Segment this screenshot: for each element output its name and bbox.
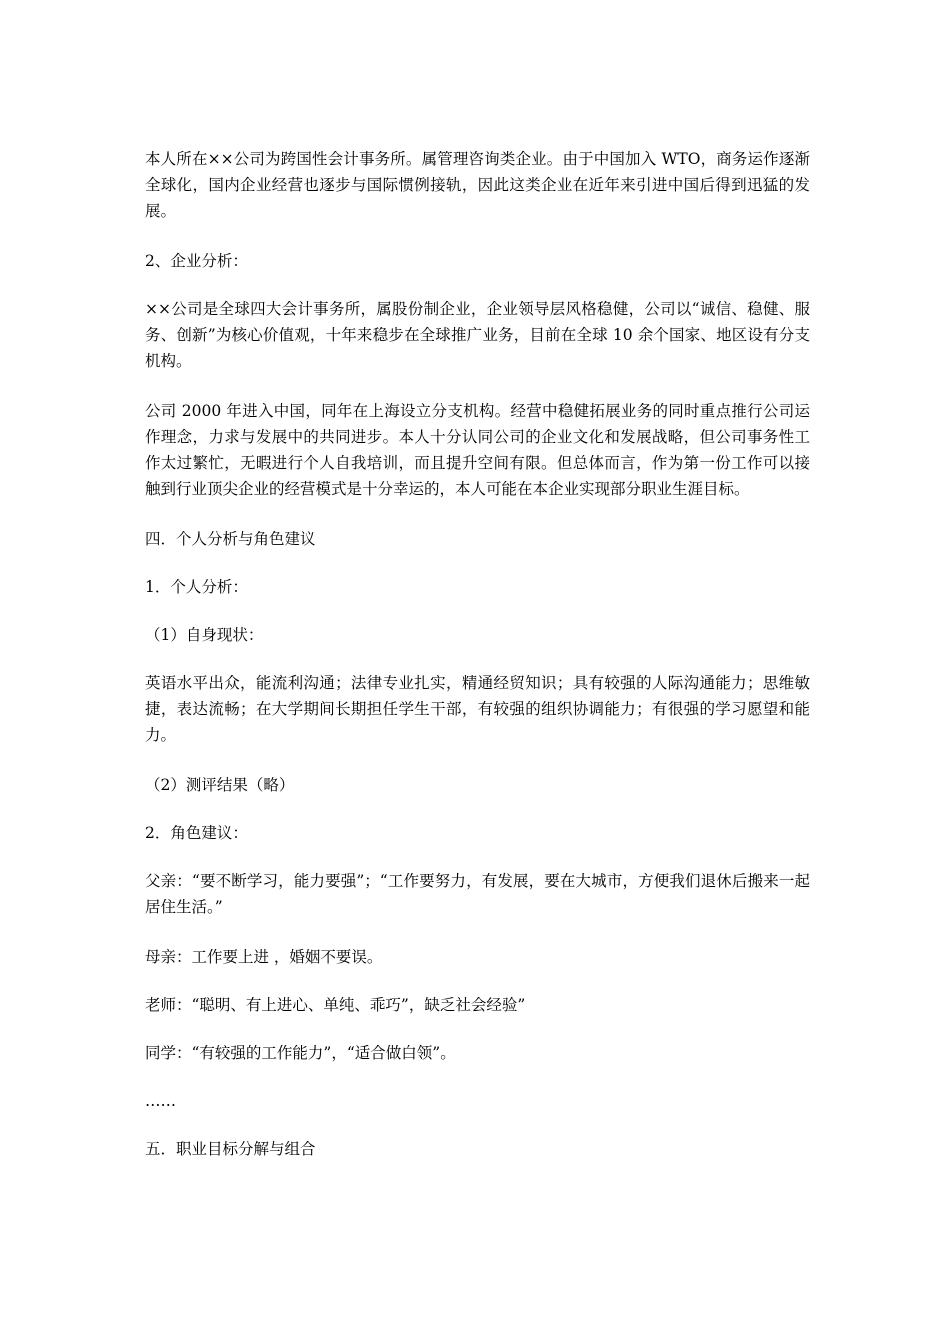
paragraph-company-intro: 本人所在××公司为跨国性会计事务所。属管理咨询类企业。由于中国加入 WTO，商务运作逐渐全球化，国内企业经营也逐步与国际惯例接轨，因此这类企业在近年来引进中国后得到迅猛的发展。	[145, 150, 810, 220]
paragraph-classmates: 同学：“有较强的工作能力”，“适合做白领”。	[145, 1044, 456, 1062]
paragraph-ellipsis: ……	[145, 1092, 176, 1110]
heading-role-suggestions: 2．角色建议：	[145, 824, 248, 842]
heading-section-four: 四．个人分析与角色建议	[145, 530, 316, 548]
paragraph-teacher: 老师：“聪明、有上进心、单纯、乖巧”，缺乏社会经验”	[145, 996, 526, 1014]
paragraph-father: 父亲：“要不断学习，能力要强”；“工作要努力，有发展，要在大城市，方便我们退休后搬来一起居住生活。”	[145, 872, 810, 916]
heading-section-five: 五．职业目标分解与组合	[145, 1140, 316, 1158]
heading-enterprise-analysis: 2、企业分析：	[145, 252, 248, 270]
document-body	[145, 146, 810, 1184]
paragraph-self-description: 英语水平出众，能流利沟通；法律专业扎实，精通经贸知识；具有较强的人际沟通能力；思维敏捷，表达流畅；在大学期间长期担任学生干部，有较强的组织协调能力；有很强的学习愿望和能力。	[145, 674, 810, 744]
heading-personal-analysis: 1．个人分析：	[145, 578, 248, 596]
paragraph-mother: 母亲：工作要上进 ，婚姻不要误。	[145, 948, 383, 966]
heading-current-status: （1）自身现状：	[145, 626, 264, 644]
paragraph-company-profile: ××公司是全球四大会计事务所，属股份制企业，企业领导层风格稳健，公司以“诚信、稳健、服务、创新”为核心价值观，十年来稳步在全球推广业务，目前在全球 10 余个国家、地区设有分支机构。	[145, 300, 810, 370]
paragraph-company-china: 公司 2000 年进入中国，同年在上海设立分支机构。经营中稳健拓展业务的同时重点推行公司运作理念，力求与发展中的共同进步。本人十分认同公司的企业文化和发展战略，但公司事务性工作太过繁忙，无暇进行个人自我培训，而且提升空间有限。但总体而言，作为第一份工作可以接触到行业顶尖企业的经营模式是十分幸运的，本人可能在本企业实现部分职业生涯目标。	[145, 402, 810, 498]
heading-test-results: （2）测评结果（略）	[145, 776, 295, 794]
